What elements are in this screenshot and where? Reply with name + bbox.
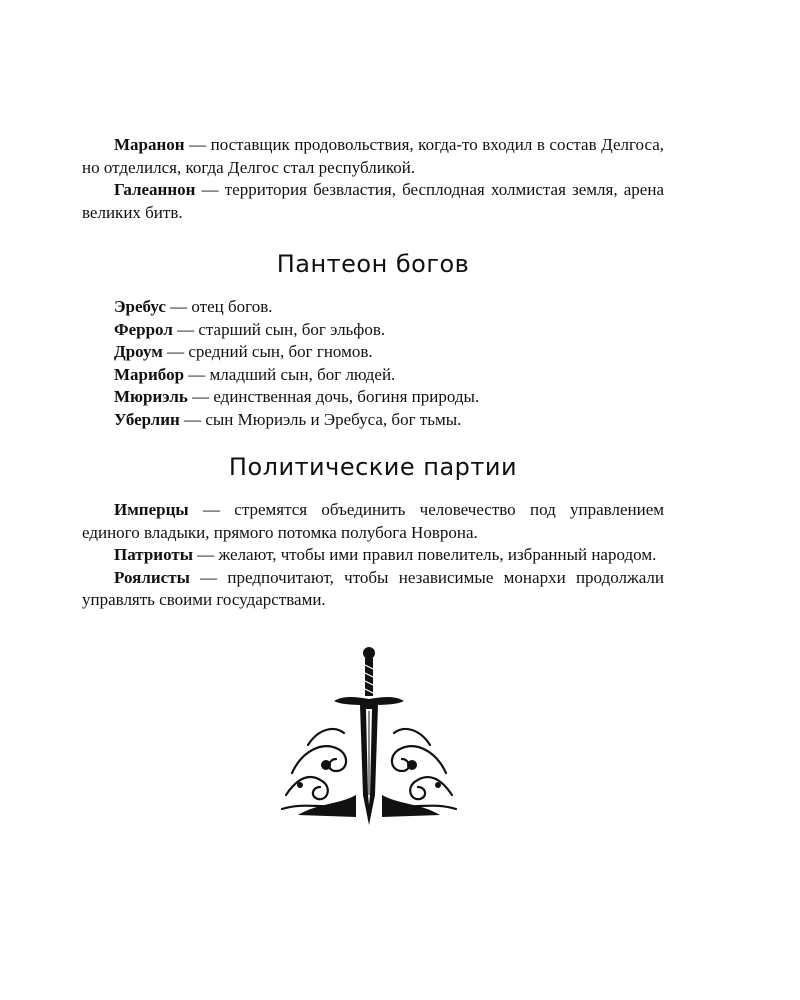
term-description: — единственная дочь, богиня природы. — [187, 387, 480, 406]
region-entry-galeannon — [82, 179, 664, 224]
term-description: — территория безвластия, бесплодная холмистая земля, арена великих битв. — [82, 180, 664, 222]
term-description: — предпочитают, чтобы независимые монархи продолжали управлять своими государствами. — [82, 567, 664, 609]
term-name: Роялисты — [114, 567, 190, 587]
god-entry — [82, 409, 664, 432]
term-description: — сын Мюриэль и Эребуса, бог тьмы. — [179, 409, 462, 429]
party-entry — [82, 567, 664, 612]
term-description: — стремятся объединить человечество под управлением единого владыки, прямого потомка полубога Новрона. — [82, 500, 664, 542]
god-entry — [82, 364, 664, 387]
term-name: Патриоты — [114, 545, 193, 564]
term-name: Уберлин — [114, 409, 180, 429]
god-entry — [82, 319, 664, 342]
section-title-parties: Политические партии — [228, 453, 518, 481]
term-description: — отец богов. — [165, 297, 273, 316]
page-text — [82, 134, 664, 612]
party-entry — [82, 499, 664, 544]
sword-wave-ornament-icon — [278, 645, 460, 827]
section-title-pantheon: Пантеон богов — [276, 250, 470, 278]
term-description: — старший сын, бог эльфов. — [172, 319, 386, 339]
term-name: Феррол — [114, 319, 173, 339]
party-entry — [82, 544, 664, 567]
term-name: Марибор — [114, 364, 185, 384]
term-name: Имперцы — [114, 500, 189, 519]
term-name: Дроум — [114, 342, 163, 361]
term-name: Галеаннон — [114, 180, 196, 199]
god-entry — [82, 296, 664, 319]
region-entry-maranon — [82, 134, 664, 179]
god-entry — [82, 386, 664, 409]
term-description: — желают, чтобы ими правил повелитель, избранный народом. — [193, 545, 657, 564]
term-description: — поставщик продовольствия, когда-то входил в состав Делгоса, но отделился, когда Делгос стал республикой. — [82, 135, 664, 177]
term-description: — младший сын, бог людей. — [184, 364, 396, 384]
term-name: Мюриэль — [114, 387, 188, 406]
term-name: Маранон — [114, 135, 185, 154]
god-entry — [82, 341, 664, 364]
term-description: — средний сын, бог гномов. — [162, 342, 373, 361]
term-name: Эребус — [114, 297, 166, 316]
